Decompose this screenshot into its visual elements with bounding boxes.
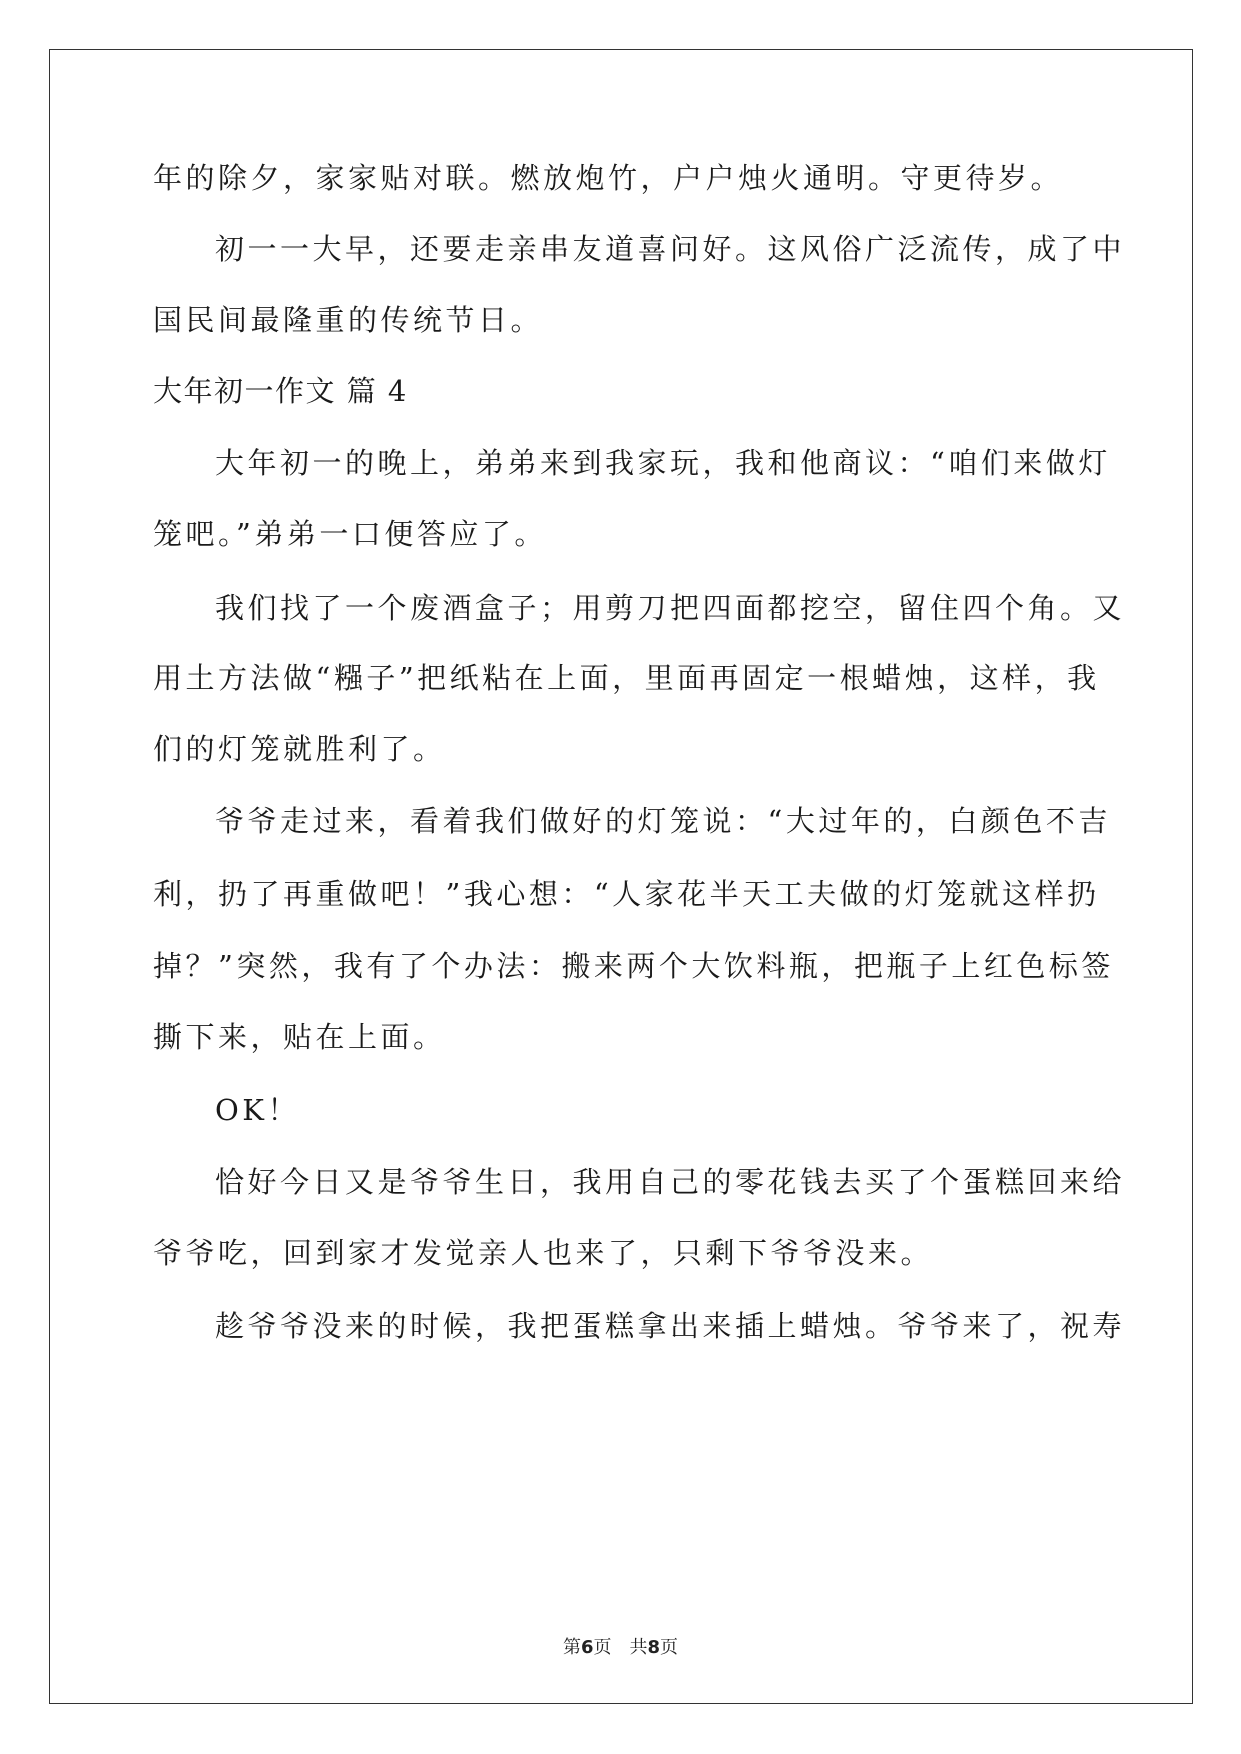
total-pages: 8	[647, 1637, 661, 1658]
page-number: 6	[580, 1637, 594, 1658]
text-line: 爷爷吃，回到家才发觉亲人也来了，只剩下爷爷没来。	[153, 1236, 934, 1270]
text-line: 利，扔了再重做吧！”我心想：“人家花半天工夫做的灯笼就这样扔	[153, 877, 1100, 911]
text-line: 们的灯笼就胜利了。	[153, 732, 446, 766]
footer-total-prefix: 共	[629, 1637, 648, 1658]
text-line: 用土方法做“糨子”把纸粘在上面，里面再固定一根蜡烛，这样，我	[153, 661, 1100, 695]
footer-prefix: 第	[562, 1637, 581, 1658]
text-line: OK！	[215, 1093, 300, 1127]
text-line: 大年初一的晚上，弟弟来到我家玩，我和他商议：“咱们来做灯	[215, 446, 1111, 480]
text-line: 恰好今日又是爷爷生日，我用自己的零花钱去买了个蛋糕回来给	[215, 1165, 1126, 1199]
text-line: 我们找了一个废酒盒子；用剪刀把四面都挖空，留住四个角。又	[215, 591, 1126, 625]
text-line: 笼吧。”弟弟一口便答应了。	[153, 517, 547, 551]
text-line: 撕下来，贴在上面。	[153, 1020, 446, 1054]
section-heading: 大年初一作文 篇 4	[153, 374, 408, 408]
footer-page-suffix: 页	[593, 1637, 612, 1658]
text-line: 国民间最隆重的传统节日。	[153, 303, 544, 337]
text-line: 趁爷爷没来的时候，我把蛋糕拿出来插上蜡烛。爷爷来了，祝寿	[215, 1309, 1126, 1343]
footer-total-suffix: 页	[660, 1637, 679, 1658]
page-footer	[0, 1637, 1241, 1659]
text-line: 爷爷走过来，看着我们做好的灯笼说：“大过年的，白颜色不吉	[215, 804, 1111, 838]
text-line: 年的除夕，家家贴对联。燃放炮竹，户户烛火通明。守更待岁。	[153, 161, 1064, 195]
text-line: 初一一大早，还要走亲串友道喜问好。这风俗广泛流传，成了中	[215, 232, 1126, 266]
text-line: 掉？”突然，我有了个办法：搬来两个大饮料瓶，把瓶子上红色标签	[153, 949, 1114, 983]
